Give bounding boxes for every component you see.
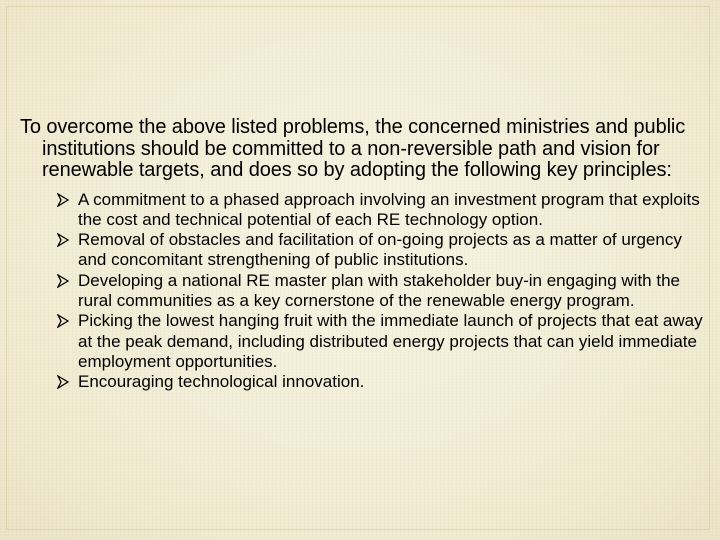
arrow-bullet-icon	[57, 233, 69, 247]
arrow-bullet-icon	[57, 314, 69, 328]
list-item	[20, 372, 714, 392]
principles-list	[20, 190, 714, 393]
arrow-bullet-icon	[57, 274, 69, 288]
bullet-text: A commitment to a phased approach involving an investment program that exploits the cost and technical potential of each RE technology option.	[78, 189, 700, 229]
bullet-text: Removal of obstacles and facilitation of on-going projects as a matter of urgency and concomitant strengthening of public institutions.	[78, 230, 682, 270]
bullet-text: Developing a national RE master plan with stakeholder buy-in engaging with the rural communities as a key cornerstone of the renewable energy program.	[78, 270, 680, 310]
list-item	[20, 230, 714, 271]
arrow-bullet-icon	[57, 193, 69, 207]
list-item	[20, 271, 714, 312]
arrow-bullet-icon	[57, 375, 69, 389]
bullet-text: Encouraging technological innovation.	[78, 372, 365, 392]
list-item	[20, 190, 714, 231]
intro-paragraph: To overcome the above listed problems, the concerned ministries and public institutions should be committed to a non-reversible path and vision for renewable targets, and does so by adopting the following key principles:	[20, 116, 686, 181]
bullet-text: Picking the lowest hanging fruit with the immediate launch of projects that eat away at the peak demand, including distributed energy projects that can yield immediate employment opportunities.	[78, 311, 703, 371]
list-item	[20, 311, 714, 372]
slide-content	[20, 117, 714, 392]
